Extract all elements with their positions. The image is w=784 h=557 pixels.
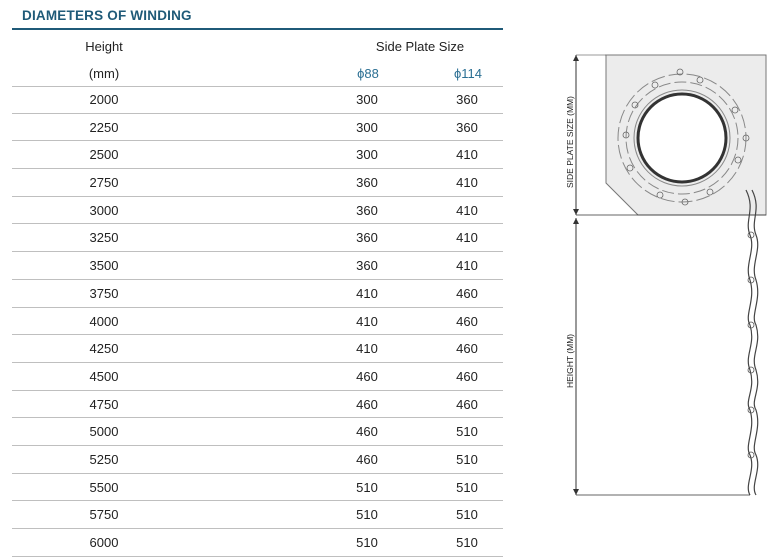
- height-dimension-label: HEIGHT (MM): [565, 333, 575, 388]
- phi88-cell: 410: [356, 341, 378, 357]
- phi114-cell: 410: [456, 175, 478, 191]
- height-cell: 5750: [89, 507, 119, 523]
- height-cell: 2500: [89, 147, 119, 163]
- table-row: [12, 114, 503, 142]
- phi88-cell: 460: [356, 451, 378, 467]
- phi114-cell: 460: [456, 341, 478, 357]
- height-cell: 5500: [89, 479, 119, 495]
- phi114-cell: 410: [456, 147, 478, 163]
- table-row: [12, 197, 503, 225]
- col-phi114-header: ϕ114: [453, 66, 482, 81]
- table-row: [12, 308, 503, 336]
- phi114-cell: 510: [456, 451, 478, 467]
- phi114-cell: 510: [456, 535, 478, 550]
- height-header: Height: [85, 39, 123, 54]
- phi88-cell: 460: [356, 396, 378, 412]
- phi88-cell: 300: [356, 147, 378, 163]
- title-divider: [12, 28, 503, 30]
- phi88-cell: 460: [356, 424, 378, 440]
- col-phi88-header: ϕ88: [357, 66, 379, 81]
- height-cell: 3750: [89, 285, 119, 301]
- phi114-cell: 510: [456, 424, 478, 440]
- phi88-cell: 300: [356, 119, 378, 135]
- table-row: [12, 446, 503, 474]
- phi88-cell: 510: [356, 535, 378, 550]
- table-row: [12, 501, 503, 529]
- phi88-cell: 360: [356, 230, 378, 246]
- height-cell: 4000: [89, 313, 119, 329]
- height-cell: 2250: [89, 119, 119, 135]
- height-cell: 3250: [89, 230, 119, 246]
- table-row: [12, 335, 503, 363]
- height-cell: 6000: [89, 535, 119, 550]
- table-row: [12, 169, 503, 197]
- winding-diagram: [560, 50, 775, 505]
- phi88-cell: 410: [356, 285, 378, 301]
- phi88-cell: 460: [356, 368, 378, 384]
- phi114-cell: 460: [456, 368, 478, 384]
- side-plate-header: Side Plate Size: [375, 39, 465, 54]
- phi114-cell: 510: [456, 507, 478, 523]
- phi114-cell: 460: [456, 285, 478, 301]
- height-cell: 2000: [89, 92, 119, 107]
- table-row: [12, 391, 503, 419]
- phi88-cell: 510: [356, 507, 378, 523]
- phi88-cell: 360: [356, 202, 378, 218]
- page-title: DIAMETERS OF WINDING: [22, 8, 192, 23]
- height-cell: 3500: [89, 258, 119, 274]
- phi114-cell: 410: [456, 202, 478, 218]
- phi88-cell: 300: [356, 92, 378, 107]
- phi114-cell: 460: [456, 313, 478, 329]
- height-cell: 2750: [89, 175, 119, 191]
- phi114-cell: 460: [456, 396, 478, 412]
- height-cell: 5000: [89, 424, 119, 440]
- phi114-cell: 510: [456, 479, 478, 495]
- unit-header: (mm): [88, 66, 120, 81]
- table-row: [12, 252, 503, 280]
- height-cell: 3000: [89, 202, 119, 218]
- phi114-cell: 410: [456, 258, 478, 274]
- table-row: [12, 474, 503, 502]
- height-cell: 4750: [89, 396, 119, 412]
- table-row: [12, 363, 503, 391]
- phi114-cell: 360: [456, 119, 478, 135]
- table-row: [12, 280, 503, 308]
- phi88-cell: 510: [356, 479, 378, 495]
- table-row: [12, 529, 503, 557]
- winding-table: [12, 86, 503, 557]
- phi114-cell: 360: [456, 92, 478, 107]
- phi88-cell: 360: [356, 175, 378, 191]
- phi114-cell: 410: [456, 230, 478, 246]
- table-row: [12, 141, 503, 169]
- phi88-cell: 410: [356, 313, 378, 329]
- phi88-cell: 360: [356, 258, 378, 274]
- table-row: [12, 224, 503, 252]
- table-row: [12, 86, 503, 114]
- height-cell: 5250: [89, 451, 119, 467]
- height-cell: 4250: [89, 341, 119, 357]
- height-cell: 4500: [89, 368, 119, 384]
- side-plate-size-label: SIDE PLATE SIZE (MM): [565, 96, 575, 188]
- table-row: [12, 418, 503, 446]
